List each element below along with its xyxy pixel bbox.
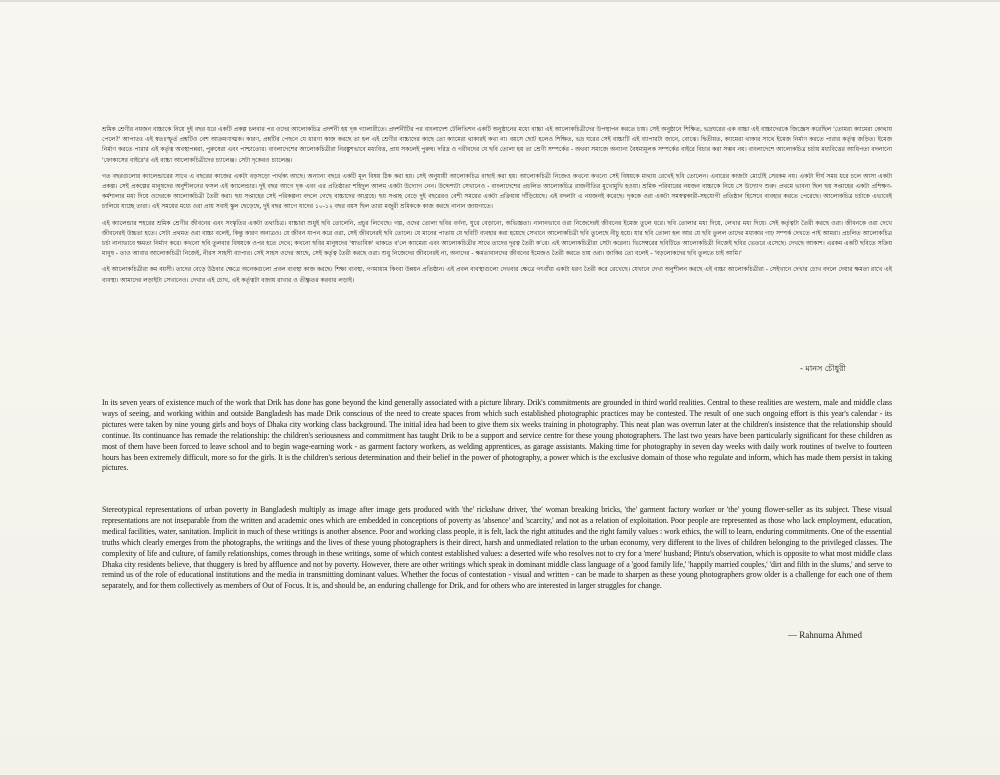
bengali-paragraph-4: এই আলোকচিত্রীরা কম বয়সী। তাদের বেড়ে উঠবার ক্ষেত্রে অনেকগুলো প্রবল ব্যবস্থা কাজ করছে। শিক্ষা ব্যবস্থা, গণমাধ্যম কিংবা উন্নয়ন প্রতিষ্ঠান। এই প্রবল ব্যবস্থাগুলো দেখবার ক্ষেত্রে গৎবাঁধা একটা ধরণ তৈরী করে রেখেছে। যেখানে দেখা অনুশীলন করছে এই বাচ্চা আলোকচিত্রীরা - সেইখানে দেখার চোখ বদলে দেয়ার ক্ষমতা রাখে এই ব্যবস্থা। আমাদের লড়াইটা সেখানেও। দেখার এই চোখ, এই কর্তৃত্বটা বজায় রাখার ও তীক্ষ্ণতর করবার লড়াই। xyxy=(102,266,892,284)
english-paragraph-2: Stereotypical representations of urban poverty in Bangladesh multiply as image after image gets produced with 'the' rickshaw driver, 'the' woman breaking bricks, 'the' garment factory worker or 'the' young flower-seller as its subject. These visual representations are not inseparable from the written and academic ones which are embedded in conceptions of poverty as 'absence' and 'scarcity,' and not as a relation of exploitation. Poor people are represented as those who lack employment, education, medical facilities, water, sanitation. Implicit in much of these writings is another absence. Poor and working class people, it is felt, lack the right attitudes and the right family values : work ethics, the will to learn, enduring commitments. One of the essential truths which clearly emerges from the photographs, the writings and the lives of these young photographers is their direct, harsh and unmediated relation to the urban economy, very different to the lives of children belonging to the privileged classes. The complexity of life and culture, of family relationships, comes through in these writings, some of which contest established values: a deserted wife who resolves not to cry for a 'mere' husband; Pintu's observation, which is opposite to what most middle class Dhaka city residents believe, that thuggery is bred by affluence and not by poverty. However, there are other writings which speak in dominant middle class language of a 'good family life,' 'happily married couples,' 'dirt and filth in the slums,' and serve to remind us of the role of educational institutions and the media in transmitting dominant values. Whether the focus of contestation - visual and written - can be made to sharpen as these young photographers grow older is a challenge for each one of them separately, and for them collectively as members of Out of Focus. It is, and should be, an enduring challenge for Drik, and for others who are interested in larger struggles for change. xyxy=(102,505,892,591)
english-signature: — Rahnuma Ahmed xyxy=(788,630,862,640)
bengali-paragraph-1: শ্রমিক শ্রেণীর নয়জন বাচ্চাকে নিয়ে দুই বছর ধরে একটি প্রকল্প চলবার পর ওদের আলোকচিত্র প্রদর্শনী হয় দৃক গ্যালারীতে। প্রদর্শনীটির পর বাংলাদেশ টেলিভিশন একটি অনুষ্ঠানের মধ্যে বাচ্চা এই আলোকচিত্রীদের উপস্থাপন করতে চায়। সেই অনুষ্ঠানে শিক্ষিত, ভদ্রঘরের এক বাচ্চা এই বাচ্চাদেরকে জিজ্ঞেস করেছিল 'তোমরা ক্যামেরা কোথায় পেলে?' আপাতঃ এই স্বতঃস্ফূর্ত প্রশ্নটিও বেশ আক্রমণাত্মক। কারণ, প্রশ্নটির পেছনে যে ধারণা কাজ করছে তা হল এই শ্রেণীর বাচ্চাদের কাছে তো ক্যামেরা থাকারই কথা না। বয়সে ছোট হলেও শিক্ষিত, ভদ্র ঘরের সেই বাচ্চাটি এই ব্যাপারটা জানে, বোঝে। দ্বিতীয়ত, ক্যামেরা থাকার সাথে ইমেজ নির্মাণ করতে পারার কর্তৃত্ব জড়িত। ইমেজ নির্মাণ করতে পারার এই কর্তৃত্ব অবস্থাপন্নরা, পুরুষেরা এবং পাশ্চাত্যের। বাংলাদেশের আলোকচিত্রীরা নিরঙ্কুশভাবে মধ্যবিত্ত, প্রায় সকলেই পুরুষ। দরিদ্র ও গরীবদের যে ছবি তোলা হয় তা শ্রেণী সম্পর্কের - অথবা সমাজে অন্যান্য বৈষম্যমূলক সম্পর্কের বাইরে বিচার করা সম্ভব নয়। বাংলাদেশে আলোকচিত্র চর্চায় মধ্যবিত্তের আধিপত্য বদলানো 'ফোকাসের বাইরে'র এই বাচ্চা আলোকচিত্রীদের চ্যালেঞ্জ। সেটা দৃকেরও চ্যালেঞ্জ। xyxy=(102,126,892,164)
english-essay-part-1 xyxy=(102,398,892,474)
english-essay-part-2 xyxy=(102,505,892,592)
bengali-signature: - মানস চৌধুরী xyxy=(800,364,846,373)
bengali-paragraph-2: গত বছরগুলোর ক্যালেন্ডারের সাথে এ বছরের কাজের একটা বড়সড়ো পার্থক্য আছে। অন্যান্য বছরে একটি মূল বিষয় ঠিক করা হয়। সেই অনুযায়ী আলোকচিত্র বাছাই করা হয়। আলোকচিত্রী নিজেও কখনো কখনো সেই বিষয়কে মাথায় রেখেই ছবি তোলেন। এবারের কাজটা মোটেই সেরকম নয়। একটা দীর্ঘ সময় ধরে চলে আসা একটা প্রকল্প। সেই প্রকল্পের মানুষদের অনুশীলনের ফসল এই ক্যালেন্ডার। দুই বছর আগে দৃক এবং এর প্রতিষ্ঠাতা শহিদুল আলম একটা উদ্যোগ নেন। উদ্দেশ্যটা সেখানেও - বাংলাদেশের প্রচলিত আলোকচিত্র রাজনীতির মুখোমুখি হওয়া। শ্রমিক পরিবারের নয়জন বাচ্চাকে নিয়ে সে উদ্যোগ শুরু। প্রথমে ভাবনা ছিল ছয় সপ্তাহের একটা প্রশিক্ষণ-কর্মশালার মধ্য দিয়ে ওদেরকে আলোকচিত্রী তৈরী করা। ছয় সপ্তাহের সেই পরিকল্পনা বদলে গেছে বাচ্চাদের আগ্রহে। ছয় সপ্তাহ বেড়ে দুই বছরেরও বেশী সময়ের একটা প্রক্রিয়ায় দাঁড়িয়েছে। এই বদলটা এ নয়জনই করেছে। দৃককে ওরা একটা সমস্বত্বকারী-সহযোগী প্রতিষ্ঠান হিসেবে ব্যবহার করতে পেরেছে। আলোকচিত্র চর্চাকে এভাবেই চালিয়ে যাচ্ছে তারা। এই সময়ের মধ্যে ওরা প্রায় সবাই স্কুল ছেড়েছে, দুই বছর আগে যাদের ১০-১২ বছর বয়স ছিল তারা মজুরী শ্রমিককে কাজ করছে নানান জায়গাতে। xyxy=(102,172,892,211)
bengali-essay xyxy=(102,125,892,292)
english-paragraph-1: In its seven years of existence much of the work that Drik has done has gone beyond the kind generally associated with a picture library. Drik's commitments are grounded in third world realities. Central to these realities are western, male and middle class ways of seeing, and working within and outside Bangladesh has made Drik conscious of the need to create spaces from which such established photographic practices may be contested. The result of one such ongoing effort is this year's calendar - its pictures were taken by nine young girls and boys of Dhaka city working class background. The initial idea had been to give them six weeks training in photography. This neat plan was overrun later at the children's insistence that the relationship should continue. Its continuance has remade the relationship: the children's seriousness and commitment has taught Drik to be a support and service centre for these young photographers. The last two years have been particularly significant for these children as most of them have been forced to leave school and to begin wage-earning work - as garment factory workers, as welding apprentices, as garage assistants. Making time for photography in seven day weeks with daily work routines of twelve to fourteen hours has been extremely difficult, more so for the girls. It is the children's serious determination and their belief in the power of photography, a power which is the exclusive domain of those who regulate and inform, which has made them persist in taking pictures. xyxy=(102,398,892,473)
bengali-paragraph-3: এই ক্যালেন্ডার শহরের শ্রমিক শ্রেণীর জীবনের এবং সংস্কৃতির একটা তথ্যচিত্র। বাচ্চারা শুধুই ছবি তোলেনি, প্রচুর লিখেছে। গল্প, ওদের তোলা ছবির বর্ণনা, ঘুরে বেড়ানো, অভিজ্ঞতা। নানানভাবে ওরা নিজেদেরই জীবনের ইমেজ তুলে ধরে। ছবি তোলার মধ্য দিয়ে, লেখার মধ্য দিয়ে। সেই কর্তৃত্বটা তৈরী করছে ওরা। জীবনকে ওরা দেখে জীবনেরই উচ্চতা হতে। সেটা প্রথমত ওরা বাচ্চা বলেই, কিন্তু কারণ অন্যত্রও। যে জীবন যাপন করে ওরা, সেই জীবনেরই ছবি তোলে। যে মানের পাতায় যে ছবিটি ব্যবহার করা হয়েছে সেখানে আলোকচিত্রী ছবি তুলেছে নীচু হয়ে। যার ছবি তোলা হল আর যে ছবি তুলল তাদের মধ্যকার গাঢ় সম্পর্ক দেখতে পাই আমরা। প্রচলিত আলোকচিত্র চর্চা নানাভাবে ক্ষমতা নির্মাণ করে। কখনো ছবি তুলবার বিষয়কে ওপর হতে দেখে; কখনো ছবির মানুষদের 'স্বাভাবিক' থাকতে ব'লে ক্যামেরা এবং আলোকচিত্রীর সাথে তাদের দূরত্ব তৈরী ক'রে। এই আলোকচিত্রীরা সেটা করেনা। ভিসেম্বরের ছবিটিতে আলোকচিত্রী নিজেই ছবির ভেতরে এসেছে। দেখছে আকাশ। এরকম একটি ছবিতে সক্রিয় মানুষ - তাও আবার আলোকচিত্রী নিজেই, নীরস সাহসী ব্যাপার। সেই সাহস ওদের আছে, সেই কর্তৃত্ব তৈরী করছে ওরা। শুধু নিজেদের জীবনেরই না, অন্যদের - ক্ষমতাবানদের জীবনের ইমেজও তৈরী করতে চায় ওরা। জাকির তো বলেই - 'বড়লোকদের ছবি তুলতে চাই আমি।' xyxy=(102,219,892,258)
